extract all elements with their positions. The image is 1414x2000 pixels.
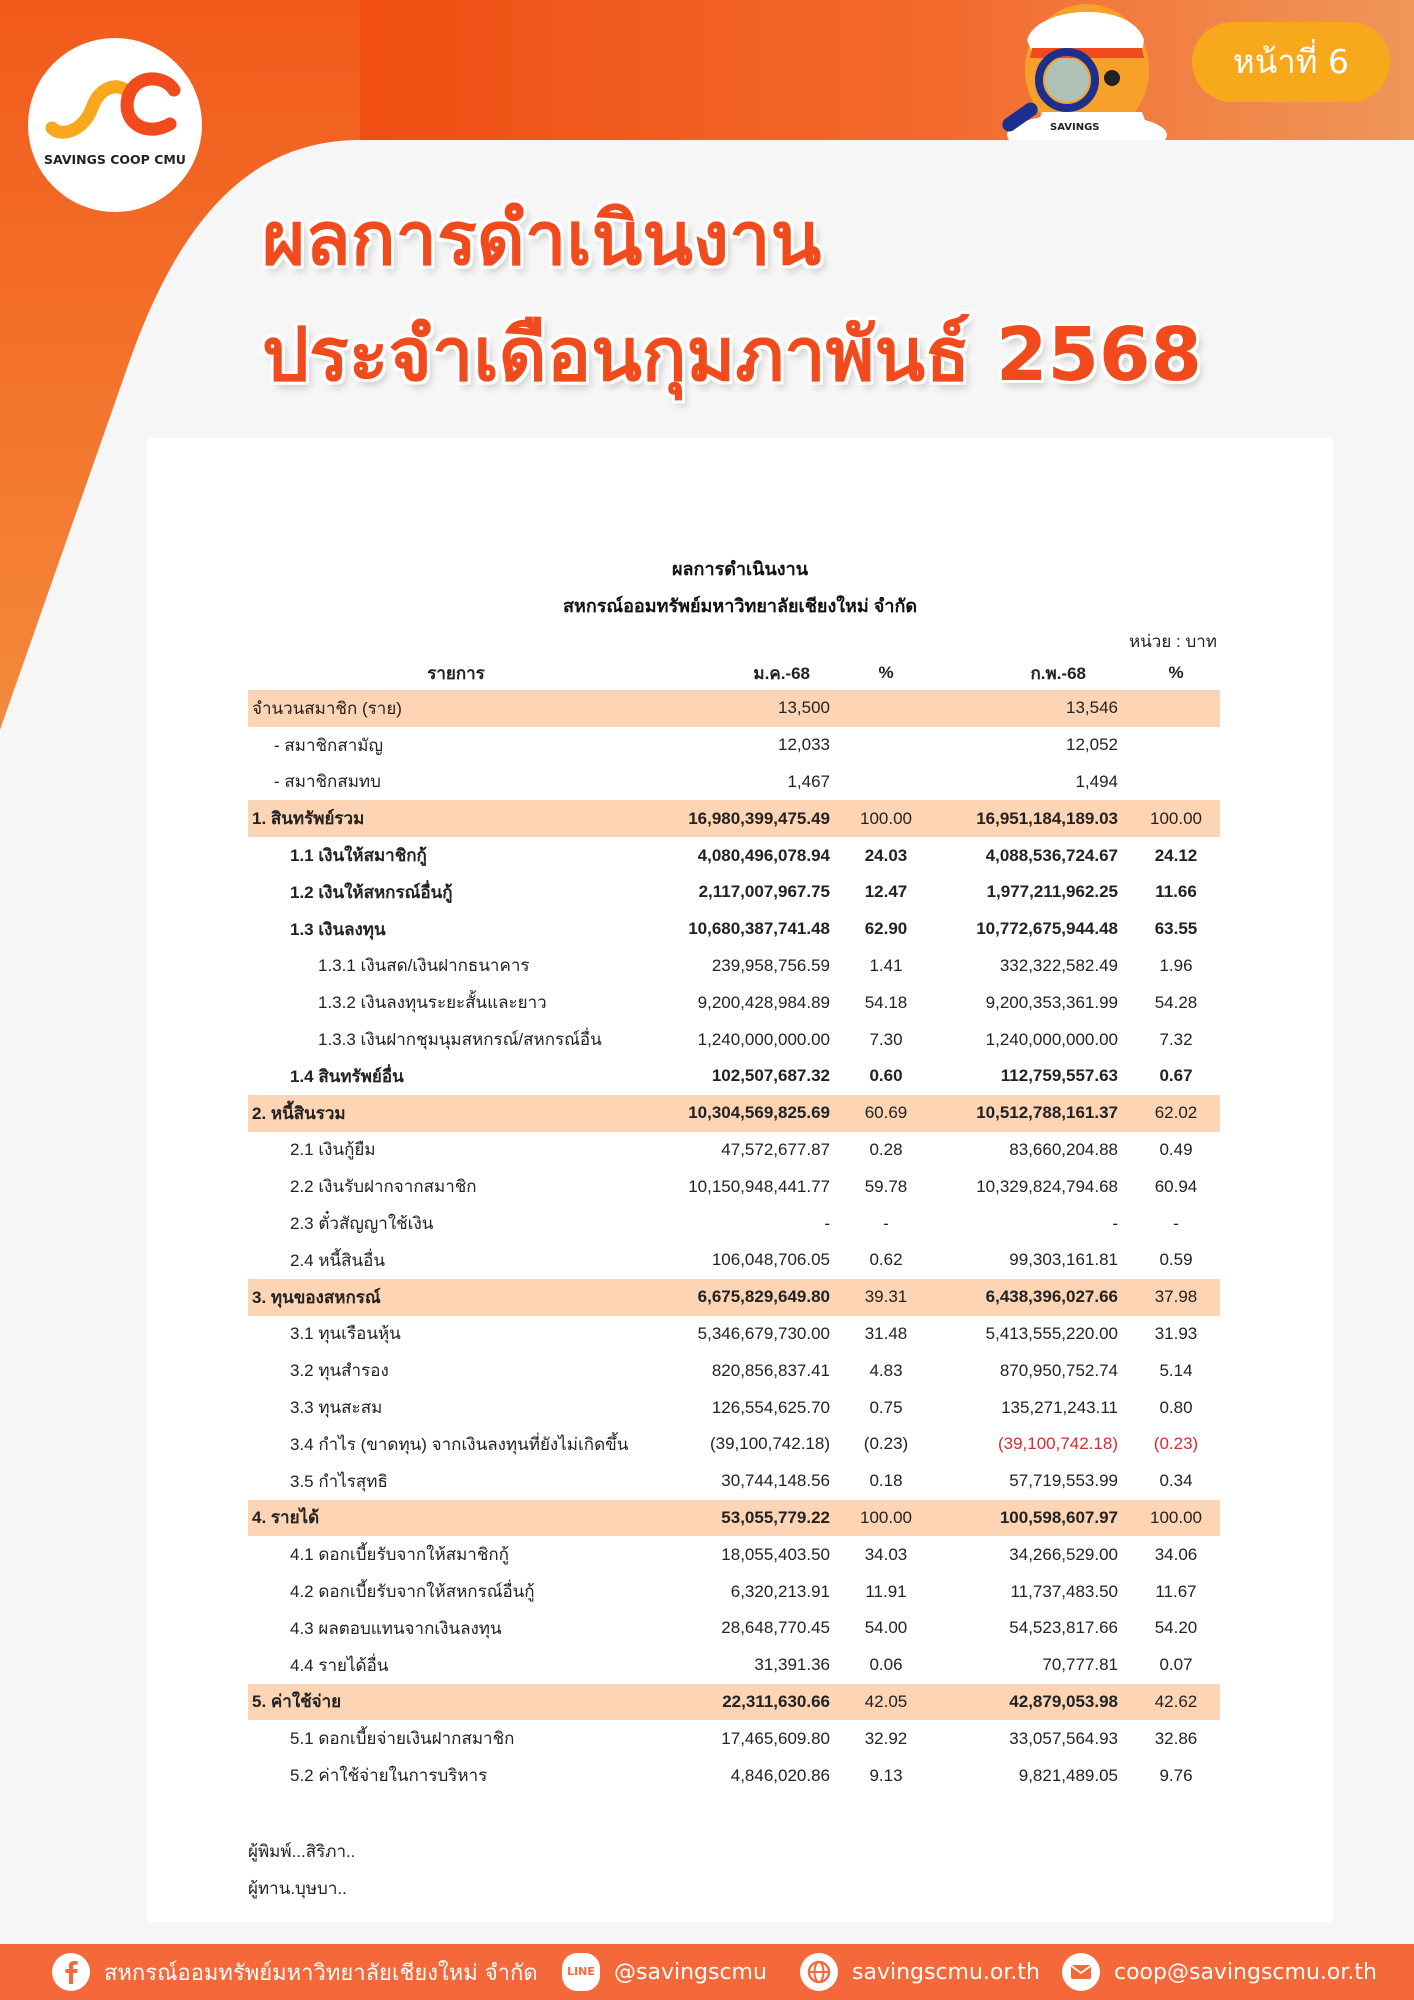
row-label: 3.3 ทุนสะสม (290, 1398, 383, 1418)
row-jan-value: 4,846,020.86 (730, 1765, 830, 1785)
row-jan-value: 6,675,829,649.80 (664, 1279, 844, 1316)
row-jan-pct: 12.47 (864, 882, 908, 902)
facebook-icon (52, 1953, 90, 1991)
row-feb-pct: 0.59 (1159, 1250, 1193, 1270)
table-row (248, 1426, 1220, 1463)
row-feb-value: 70,777.81 (1042, 1655, 1118, 1675)
row-jan-value: 9,200,428,984.89 (697, 992, 830, 1012)
row-feb-value: 9,200,353,361.99 (985, 992, 1118, 1012)
row-label: 3. ทุนของสหกรณ์ (248, 1279, 664, 1316)
row-jan-pct: 100.00 (844, 1500, 928, 1537)
footer-facebook[interactable] (52, 1944, 538, 2000)
row-jan-value: (39,100,742.18) (709, 1434, 830, 1454)
row-jan-pct: 0.28 (869, 1139, 903, 1159)
row-feb-value: 83,660,204.88 (1009, 1139, 1118, 1159)
table-row (248, 1684, 1220, 1721)
row-label: 1.4 สินทรัพย์อื่น (290, 1066, 404, 1086)
table-row (248, 1058, 1220, 1095)
financial-table (248, 656, 1220, 1794)
table-row (248, 837, 1220, 874)
row-feb-value: 13,546 (928, 690, 1132, 727)
row-label: 4.3 ผลตอบแทนจากเงินลงทุน (290, 1618, 502, 1638)
row-label: 2.4 หนี้สินอื่น (290, 1250, 386, 1270)
table-row (248, 1536, 1220, 1573)
row-feb-value: 12,052 (1066, 735, 1118, 755)
headline-line-2: ประจำเดือนกุมภาพันธ์ 2568 (262, 312, 1202, 398)
row-feb-value: 112,759,557.63 (1000, 1066, 1118, 1086)
table-row (248, 1389, 1220, 1426)
table-row (248, 911, 1220, 948)
table-row (248, 874, 1220, 911)
row-jan-pct: 54.18 (864, 992, 908, 1012)
row-feb-pct (1132, 764, 1220, 801)
reviewed-by: ผู้ทาน.บุษบา.. (248, 1879, 347, 1898)
row-feb-pct: 11.67 (1155, 1581, 1197, 1601)
row-jan-pct: 0.18 (869, 1471, 903, 1491)
row-jan-pct: 31.48 (864, 1323, 908, 1343)
row-jan-pct: 0.62 (869, 1250, 903, 1270)
row-jan-pct: 24.03 (864, 845, 908, 865)
row-jan-value: 6,320,213.91 (730, 1581, 830, 1601)
row-label: 1.3 เงินลงทุน (290, 919, 386, 939)
row-jan-value: 22,311,630.66 (664, 1684, 844, 1721)
row-feb-pct: (0.23) (1153, 1434, 1199, 1454)
footer-email[interactable] (1062, 1944, 1377, 2000)
row-label: - สมาชิกสามัญ (274, 735, 383, 755)
row-jan-pct: 0.06 (869, 1655, 903, 1675)
row-label: 5.1 ดอกเบี้ยจ่ายเงินฝากสมาชิก (290, 1729, 515, 1749)
row-feb-pct: 1.96 (1159, 955, 1193, 975)
row-feb-pct: 5.14 (1159, 1360, 1193, 1380)
table-row (248, 1316, 1220, 1353)
table-row (248, 1573, 1220, 1610)
row-jan-value: 10,680,387,741.48 (688, 919, 830, 939)
row-jan-pct: 32.92 (864, 1728, 908, 1748)
row-jan-value: 31,391.36 (754, 1655, 830, 1675)
table-row (248, 1720, 1220, 1757)
row-label: 5.2 ค่าใช้จ่ายในการบริหาร (290, 1766, 488, 1785)
column-header-feb-pct: % (1168, 663, 1184, 682)
report-title: ผลการดำเนินงาน (671, 559, 808, 579)
column-header-jan: ม.ค.-68 (753, 663, 810, 683)
row-jan-pct: 0.60 (869, 1066, 903, 1086)
footer-website-text: savingscmu.or.th (852, 1959, 1040, 1985)
row-jan-value: 102,507,687.32 (711, 1066, 830, 1086)
row-jan-pct (844, 727, 928, 764)
table-row (248, 1463, 1220, 1500)
row-label: 1.3.1 เงินสด/เงินฝากธนาคาร (318, 956, 530, 976)
row-jan-value: 30,744,148.56 (721, 1471, 830, 1491)
line-icon-text: LINE (567, 1965, 595, 1978)
row-label: 1. สินทรัพย์รวม (248, 800, 664, 837)
row-feb-pct: 63.55 (1154, 919, 1198, 939)
row-label: 3.1 ทุนเรือนหุ้น (290, 1324, 401, 1344)
row-jan-pct: 34.03 (864, 1544, 908, 1564)
logo-text: SAVINGS COOP CMU (44, 152, 186, 167)
row-label: 1.1 เงินให้สมาชิกกู้ (290, 846, 427, 866)
row-feb-value: 870,950,752.74 (999, 1360, 1118, 1380)
row-jan-pct: 59.78 (864, 1176, 908, 1196)
row-feb-value: 11,737,483.50 (1010, 1581, 1118, 1601)
mascot-shirt-text: SAVINGS (1050, 122, 1100, 133)
unit-label: หน่วย : บาท (1128, 632, 1217, 651)
row-feb-value: 10,772,675,944.48 (976, 919, 1118, 939)
footer-website[interactable] (800, 1944, 1040, 2000)
line-icon (562, 1953, 600, 1991)
row-feb-value: 1,240,000,000.00 (985, 1029, 1118, 1049)
row-jan-value: 13,500 (664, 690, 844, 727)
row-feb-pct: 7.32 (1159, 1029, 1193, 1049)
row-feb-value: 10,512,788,161.37 (928, 1095, 1132, 1132)
row-jan-pct: - (883, 1213, 889, 1233)
table-row (248, 948, 1220, 985)
table-row (248, 984, 1220, 1021)
row-label: - สมาชิกสมทบ (274, 772, 381, 792)
row-feb-pct: 11.66 (1155, 882, 1197, 902)
row-jan-pct (844, 690, 928, 727)
row-jan-pct: 1.41 (869, 955, 903, 975)
footer-email-text: coop@savingscmu.or.th (1114, 1959, 1377, 1985)
row-feb-pct: 42.62 (1132, 1684, 1220, 1721)
row-jan-pct: 54.00 (864, 1618, 908, 1638)
row-jan-value: 17,465,609.80 (721, 1728, 830, 1748)
row-label: 4.1 ดอกเบี้ยรับจากให้สมาชิกกู้ (290, 1545, 509, 1565)
row-jan-value: 126,554,625.70 (711, 1397, 830, 1417)
printed-by: ผู้พิมพ์...สิริภา.. (248, 1842, 356, 1861)
row-jan-value: 1,240,000,000.00 (697, 1029, 830, 1049)
row-feb-value: 54,523,817.66 (1009, 1618, 1118, 1638)
row-jan-value: 12,033 (778, 735, 830, 755)
row-feb-value: - (1112, 1213, 1118, 1233)
row-jan-pct: 4.83 (869, 1360, 903, 1380)
row-label: 2. หนี้สินรวม (248, 1095, 664, 1132)
row-feb-pct: 0.67 (1159, 1066, 1193, 1086)
table-row (248, 1757, 1220, 1794)
row-jan-pct: 39.31 (844, 1279, 928, 1316)
row-feb-pct: 37.98 (1132, 1279, 1220, 1316)
row-jan-value: 18,055,403.50 (721, 1544, 830, 1564)
row-feb-pct: 24.12 (1154, 845, 1198, 865)
row-jan-value: 106,048,706.05 (711, 1250, 830, 1270)
report-subtitle: สหกรณ์ออมทรัพย์มหาวิทยาลัยเชียงใหม่ จำกัด (562, 596, 918, 616)
row-label: 3.2 ทุนสำรอง (290, 1361, 389, 1381)
row-jan-value: 5,346,679,730.00 (697, 1323, 830, 1343)
row-feb-value: 1,494 (1075, 771, 1118, 791)
row-jan-value: 4,080,496,078.94 (697, 845, 830, 865)
row-label: จำนวนสมาชิก (ราย) (248, 690, 664, 727)
table-row (248, 1352, 1220, 1389)
row-jan-pct: 60.69 (844, 1095, 928, 1132)
row-feb-value: 100,598,607.97 (928, 1500, 1132, 1537)
table-row (248, 1610, 1220, 1647)
row-jan-value: 47,572,677.87 (721, 1139, 830, 1159)
row-jan-value: 1,467 (787, 771, 830, 791)
row-feb-value: 5,413,555,220.00 (985, 1323, 1118, 1343)
table-row (248, 1279, 1220, 1316)
row-label: 3.5 กำไรสุทธิ (290, 1471, 388, 1491)
mail-icon (1062, 1953, 1100, 1991)
footer-line[interactable] (562, 1944, 767, 2000)
column-header-item: รายการ (427, 663, 485, 683)
table-row (248, 764, 1220, 801)
row-feb-pct: 100.00 (1132, 1500, 1220, 1537)
row-jan-pct: 7.30 (869, 1029, 903, 1049)
logo-mark-icon (42, 68, 188, 148)
row-feb-pct: 60.94 (1154, 1176, 1198, 1196)
row-feb-value: 4,088,536,724.67 (985, 845, 1118, 865)
row-feb-pct: 32.86 (1154, 1728, 1198, 1748)
row-feb-value: 332,322,582.49 (999, 955, 1118, 975)
table-header-row (248, 656, 1220, 690)
table-row (248, 1168, 1220, 1205)
column-header-feb: ก.พ.-68 (1030, 663, 1086, 683)
row-feb-pct: 62.02 (1132, 1095, 1220, 1132)
row-label: 2.2 เงินรับฝากจากสมาชิก (290, 1177, 477, 1197)
row-feb-pct: 0.07 (1159, 1655, 1193, 1675)
row-feb-pct: 54.28 (1154, 992, 1198, 1012)
row-label: 1.3.3 เงินฝากชุมนุมสหกรณ์/สหกรณ์อื่น (318, 1030, 602, 1050)
row-jan-value: 53,055,779.22 (664, 1500, 844, 1537)
row-feb-pct: 31.93 (1154, 1323, 1198, 1343)
row-jan-value: 16,980,399,475.49 (664, 800, 844, 837)
row-jan-value: 2,117,007,967.75 (698, 882, 830, 902)
row-feb-pct: - (1173, 1213, 1179, 1233)
row-feb-value: 6,438,396,027.66 (928, 1279, 1132, 1316)
footer-line-text: @savingscmu (614, 1959, 767, 1985)
row-label: 2.3 ตั๋วสัญญาใช้เงิน (290, 1214, 434, 1234)
row-label: 2.1 เงินกู้ยืม (290, 1140, 376, 1160)
row-feb-value: 57,719,553.99 (1009, 1471, 1118, 1491)
table-row (248, 1132, 1220, 1169)
row-jan-pct: 100.00 (844, 800, 928, 837)
row-jan-pct: 62.90 (864, 919, 908, 939)
table-row (248, 1205, 1220, 1242)
row-jan-pct (844, 764, 928, 801)
row-jan-pct: 42.05 (844, 1684, 928, 1721)
footer-bar (0, 1944, 1414, 2000)
row-feb-value: 135,271,243.11 (1001, 1397, 1118, 1417)
row-label: 1.2 เงินให้สหกรณ์อื่นกู้ (290, 882, 453, 902)
row-feb-value: (39,100,742.18) (997, 1434, 1118, 1454)
table-row (248, 1500, 1220, 1537)
table-row (248, 1095, 1220, 1132)
table-row (248, 690, 1220, 727)
report-card (147, 438, 1333, 1922)
row-label: 3.4 กำไร (ขาดทุน) จากเงินลงทุนที่ยังไม่เกิดขึ้น (290, 1434, 629, 1454)
row-feb-pct: 0.49 (1159, 1139, 1193, 1159)
row-feb-value: 34,266,529.00 (1009, 1544, 1118, 1564)
row-feb-value: 16,951,184,189.03 (928, 800, 1132, 837)
row-label: 1.3.2 เงินลงทุนระยะสั้นและยาว (318, 993, 547, 1013)
coop-logo (28, 38, 202, 212)
row-jan-value: 28,648,770.45 (721, 1618, 830, 1638)
row-jan-value: - (824, 1213, 830, 1233)
table-row (248, 1021, 1220, 1058)
table-row (248, 1647, 1220, 1684)
row-jan-pct: 11.91 (865, 1581, 907, 1601)
row-label: 5. ค่าใช้จ่าย (248, 1684, 664, 1721)
row-feb-pct (1132, 690, 1220, 727)
row-feb-value: 99,303,161.81 (1009, 1250, 1118, 1270)
row-feb-value: 10,329,824,794.68 (976, 1176, 1118, 1196)
table-row (248, 1242, 1220, 1279)
mascot-with-magnifier-icon (992, 0, 1172, 140)
row-feb-pct: 34.06 (1154, 1544, 1198, 1564)
column-header-jan-pct: % (878, 663, 894, 682)
row-feb-value: 33,057,564.93 (1009, 1728, 1118, 1748)
row-feb-pct: 0.34 (1159, 1471, 1193, 1491)
row-feb-pct: 0.80 (1159, 1397, 1193, 1417)
row-feb-value: 1,977,211,962.25 (986, 882, 1118, 902)
row-label: 4.4 รายได้อื่น (290, 1655, 389, 1675)
table-row (248, 727, 1220, 764)
row-jan-value: 10,150,948,441.77 (688, 1176, 830, 1196)
row-feb-pct: 54.20 (1154, 1618, 1198, 1638)
row-label: 4.2 ดอกเบี้ยรับจากให้สหกรณ์อื่นกู้ (290, 1582, 535, 1602)
row-feb-pct (1132, 727, 1220, 764)
row-jan-pct: 0.75 (869, 1397, 903, 1417)
row-jan-value: 239,958,756.59 (711, 955, 830, 975)
page-number-badge: หน้าที่ 6 (1192, 22, 1390, 102)
row-jan-pct: 9.13 (869, 1765, 903, 1785)
row-jan-value: 820,856,837.41 (711, 1360, 830, 1380)
row-feb-value: 9,821,489.05 (1018, 1765, 1118, 1785)
row-feb-pct: 100.00 (1132, 800, 1220, 837)
row-jan-pct: (0.23) (863, 1434, 909, 1454)
row-label: 4. รายได้ (248, 1500, 664, 1537)
row-feb-value: 42,879,053.98 (928, 1684, 1132, 1721)
globe-icon (800, 1953, 838, 1991)
footer-facebook-text: สหกรณ์ออมทรัพย์มหาวิทยาลัยเชียงใหม่ จำกัด (104, 1960, 538, 1986)
headline-line-1: ผลการดำเนินงาน (262, 196, 822, 282)
row-feb-pct: 9.76 (1159, 1765, 1193, 1785)
table-row (248, 800, 1220, 837)
row-jan-value: 10,304,569,825.69 (664, 1095, 844, 1132)
